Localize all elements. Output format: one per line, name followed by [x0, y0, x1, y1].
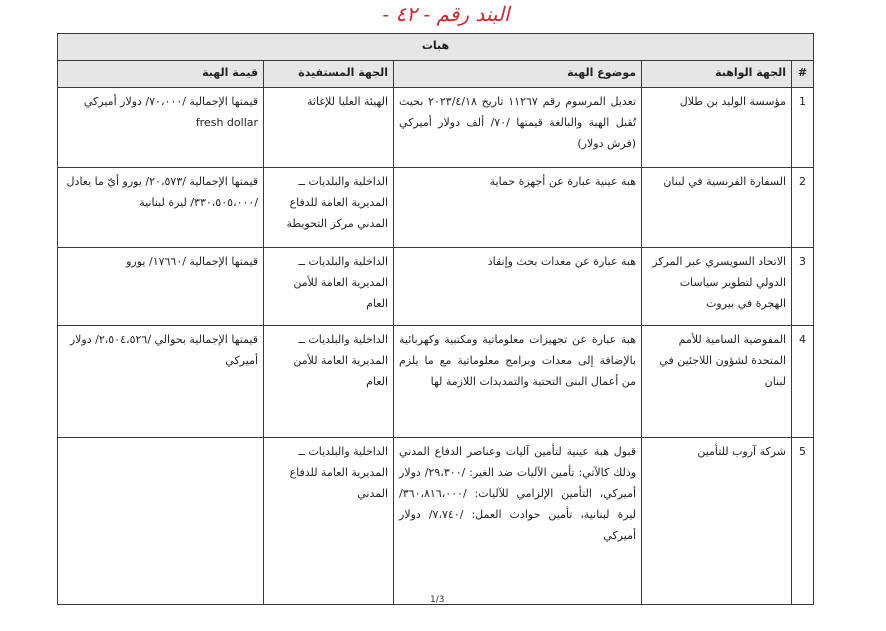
row-value: قيمتها الإجمالية /١٧٦٦٠/ يورو	[58, 248, 264, 326]
header-value: قيمة الهبة	[58, 61, 264, 88]
table-title: هبات	[58, 34, 814, 61]
row-donor: الاتحاد السويسري عبر المركز الدولي لتطوير سياسات الهجرة في بيروت	[642, 248, 792, 326]
row-num: 2	[792, 168, 814, 248]
table-header-row	[58, 61, 814, 88]
page-number: 1/3	[430, 595, 445, 605]
row-value: قيمتها الإجمالية /٢٠،٥٧٣/ يورو أيّ ما يعادل /٣٣٠،٥٠٥،٠٠٠/ ليرة لبنانية	[58, 168, 264, 248]
header-subject: موضوع الهبة	[394, 61, 642, 88]
row-beneficiary: الداخلية والبلديات ــ المديرية العامة للأمن العام	[264, 326, 394, 438]
row-value: قيمتها الإجمالية /٧٠،٠٠٠/ دولار أميركي fresh dollar	[58, 88, 264, 168]
header-donor: الجهة الواهبة	[642, 61, 792, 88]
row-num: 3	[792, 248, 814, 326]
row-num: 4	[792, 326, 814, 438]
row-subject: هبة عبارة عن تجهيزات معلوماتية ومكتبية وكهربائية بالإضافة إلى معدات وبرامج معلوماتية مع ما يلزم من أعمال البنى التحتية والتمديدات اللازمة لها	[394, 326, 642, 438]
row-value	[58, 438, 264, 605]
row-donor: شركة آروب للتأمين	[642, 438, 792, 605]
row-donor: المفوضية السامية للأمم المتحدة لشؤون اللاجئين في لبنان	[642, 326, 792, 438]
row-subject: هبة عبارة عن معدات بحث وإنقاذ	[394, 248, 642, 326]
table-title-row	[58, 34, 814, 61]
table-row	[58, 168, 814, 248]
row-num: 1	[792, 88, 814, 168]
row-beneficiary: الهيئة العليا للإغاثة	[264, 88, 394, 168]
row-beneficiary: الداخلية والبلديات ــ المديرية العامة للأمن العام	[264, 248, 394, 326]
table-row	[58, 438, 814, 605]
row-value: قيمتها الإجمالية بحوالي /٢،٥٠٤،٥٢٦/ دولار أميركي	[58, 326, 264, 438]
donations-table	[57, 33, 814, 605]
row-num: 5	[792, 438, 814, 605]
row-beneficiary: الداخلية والبلديات ــ المديرية العامة للدفاع المدني	[264, 438, 394, 605]
row-donor: السفارة الفرنسية في لبنان	[642, 168, 792, 248]
row-donor: مؤسسة الوليد بن طلال	[642, 88, 792, 168]
row-beneficiary: الداخلية والبلديات ــ المديرية العامة للدفاع المدني مركز التحويطة	[264, 168, 394, 248]
table-row	[58, 248, 814, 326]
row-subject: هبة عينية عبارة عن أجهزة حماية	[394, 168, 642, 248]
handwritten-item-number: البند رقم - ٤٢ -	[382, 2, 510, 26]
row-subject: تعديل المرسوم رقم ١١٢٦٧ تاريخ ٢٠٢٣/٤/١٨ بحيث تُقبل الهبة والبالغة قيمتها /٧٠/ ألف دولار أميركي (فرش دولار)	[394, 88, 642, 168]
header-num: #	[792, 61, 814, 88]
table-row	[58, 326, 814, 438]
header-beneficiary: الجهة المستفيدة	[264, 61, 394, 88]
row-subject: قبول هبة عينية لتأمين آليات وعناصر الدفاع المدني وذلك كالآتي: تأمين الآليات ضد الغير: /٢٩،٣٠٠/ دولار أميركي، التأمين الإلزامي للآليات: /٣٦٠،٨١٦،٠٠٠/ ليرة لبنانية، تأمين حوادث العمل: /٧،٧٤٠/ دولار أميركي	[394, 438, 642, 605]
table-row	[58, 88, 814, 168]
